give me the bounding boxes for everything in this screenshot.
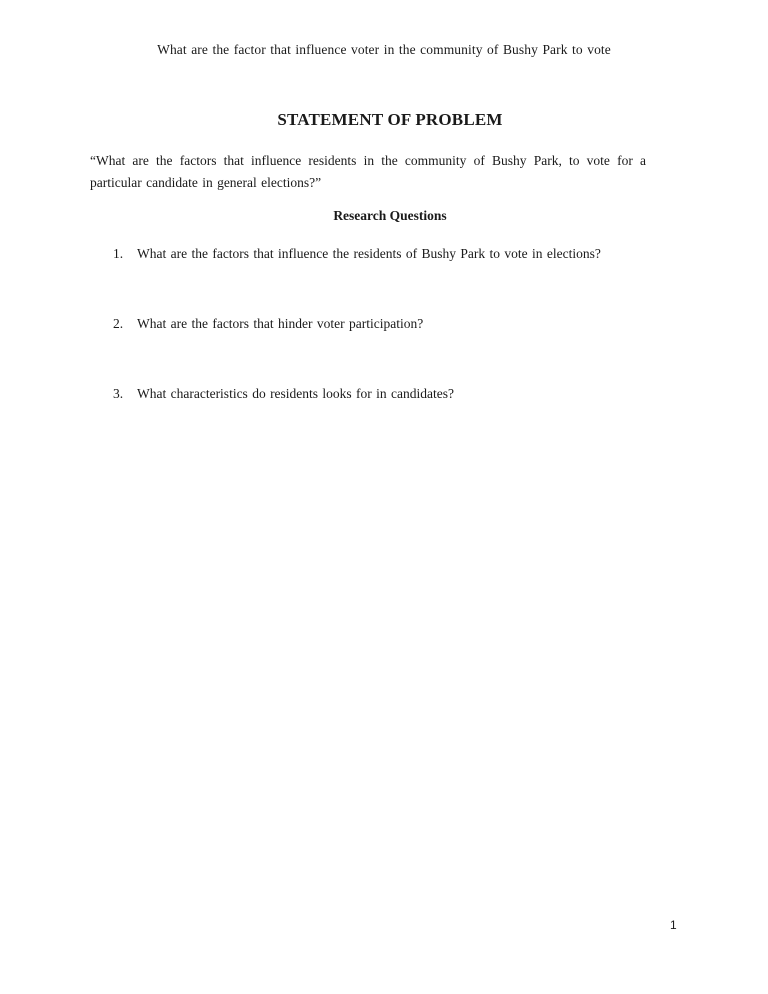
question-text: What are the factors that hinder voter participation? bbox=[137, 316, 424, 331]
research-question-2 bbox=[113, 316, 423, 332]
page-title: STATEMENT OF PROBLEM bbox=[277, 110, 503, 129]
page-number: 1 bbox=[670, 918, 677, 932]
section-subtitle: Research Questions bbox=[333, 208, 447, 223]
research-question-1 bbox=[113, 246, 601, 262]
research-question-3 bbox=[113, 386, 454, 402]
problem-statement: “What are the factors that influence residents in the community of Bushy Park, to vote for a particular candidate in general elections?” bbox=[90, 153, 646, 190]
question-text: What characteristics do residents looks for in candidates? bbox=[137, 386, 455, 401]
question-number: 1. bbox=[113, 246, 124, 261]
running-header: What are the factor that influence voter in the community of Bushy Park to vote bbox=[157, 42, 611, 57]
question-number: 2. bbox=[113, 316, 124, 331]
question-text: What are the factors that influence the residents of Bushy Park to vote in elections? bbox=[137, 246, 601, 261]
question-number: 3. bbox=[113, 386, 124, 401]
